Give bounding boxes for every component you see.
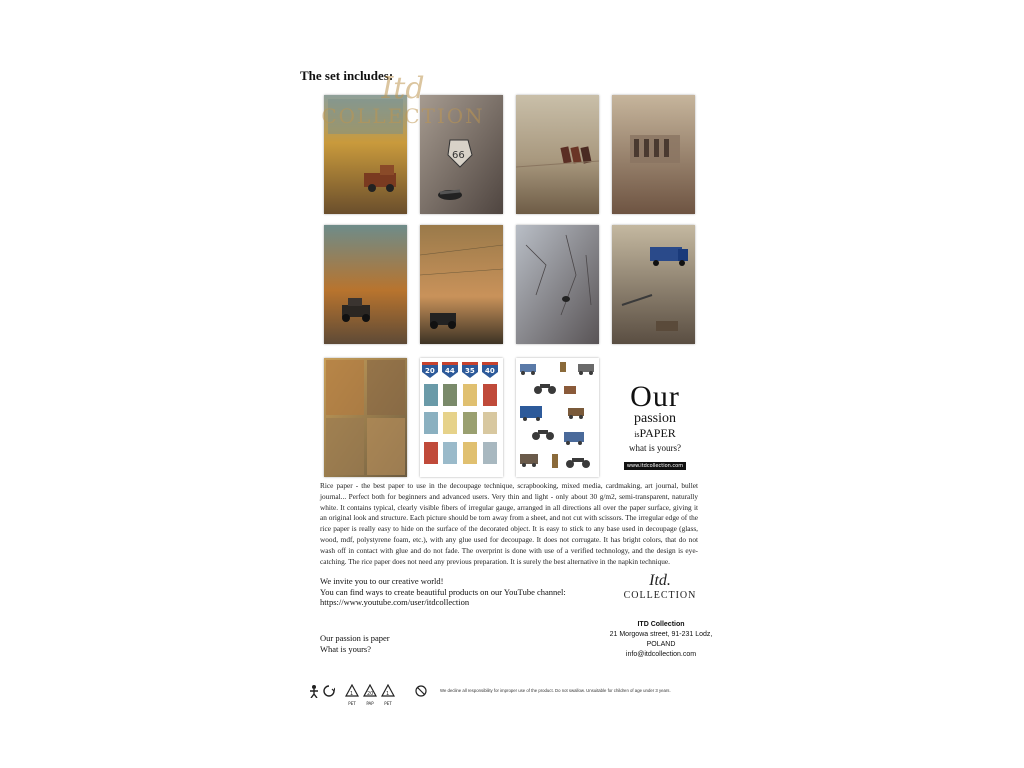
cadillac-ranch-image [516, 95, 599, 214]
sign-20: 20 [425, 367, 435, 375]
promo-what-is-yours: what is yours? [629, 443, 681, 453]
sign-35: 35 [465, 367, 475, 375]
design-tile-vehicle-cutouts [516, 358, 599, 477]
cracked-wall-image [516, 225, 599, 344]
design-tile-desert-car [324, 225, 407, 344]
recycle-label-2: PAP [366, 701, 374, 706]
company-name: ITD Collection [637, 621, 685, 628]
invite-line-2: You can find ways to create beautiful products on our YouTube channel: [320, 586, 566, 597]
promo-passion: passion [634, 411, 676, 426]
blue-truck-image [612, 225, 695, 344]
logo-collection: COLLECTION [623, 590, 697, 601]
desert-car-image [324, 225, 407, 344]
svg-text:66: 66 [452, 150, 465, 161]
no-swallow-icon [415, 685, 427, 697]
old-building-image [612, 95, 695, 214]
vehicle-cutouts-image [516, 358, 599, 477]
design-tile-cracked-wall [516, 225, 599, 344]
company-address: 21 Morgowa street, 91-231 Lodz, POLAND [609, 631, 713, 648]
watermark-itd-text: Itd [381, 71, 425, 106]
invite-line-1: We invite you to our creative world! [320, 576, 444, 586]
recycle-pet-icon [345, 684, 359, 698]
watermark-collection-text: COLLECTION [321, 104, 485, 128]
passion-line-1: Our passion is paper [320, 633, 390, 643]
promo-our: Our [630, 380, 680, 413]
sign-44: 44 [445, 367, 455, 375]
recycle-arrow-icon [323, 685, 335, 697]
passion-line-2: What is yours? [320, 644, 371, 654]
recycle-pap-icon [363, 684, 377, 698]
youtube-link[interactable]: https://www.youtube.com/user/itdcollection [320, 597, 470, 607]
safety-disclaimer: We decline all responsibility for improper use of the product. Do not swallow. Unsuitable for children of age under 3 years. [440, 688, 671, 693]
route-66-image [420, 95, 503, 214]
svg-text:20: 20 [367, 691, 374, 697]
design-tile-map-sunset [420, 225, 503, 344]
company-contact [596, 620, 726, 660]
map-sunset-image [420, 225, 503, 344]
road-signs-image [420, 358, 503, 477]
svg-text:1: 1 [386, 691, 390, 697]
company-email[interactable]: info@itdcollection.com [625, 651, 697, 658]
product-description: Rice paper - the best paper to use in the decoupage technique, scrapbooking, mixed media, cardmaking, art journal, bullet journal... Perfect both for beginners and advanced users. Very thin and light - only about 30 g/m2, semi-transparent, naturally white. It contains typical, clearly visible fibers of irregular gauge, arranged in all directions all over the paper surface, giving it an original look and structure. Each picture should be torn away from a sheet, and not cut with scissors. The irregular edge of the rice paper is really easy to hide on the surface of the decorated object. It is easy to stick to any base used in decoupage (glass, wood, mdf, polystyrene foam, etc.), with any glue used for decoupage. It does not corrugate. It has bright colors, that do not wash off in contact with glue and do not fade. The overprint is done with use of a verified technology, and the design is eye-catching. The rice paper does not need any previous preparation. It is surely the best alternative in the napkin technique. [320, 481, 698, 566]
recycle-pet2-icon [381, 684, 395, 698]
rusty-truck-image [324, 95, 407, 214]
set-includes-heading: The set includes: [300, 68, 394, 83]
recycle-label-3: PET [384, 701, 392, 706]
design-tile-collage [324, 358, 407, 477]
design-tile-old-building [612, 95, 695, 214]
promo-passion-block [612, 382, 698, 478]
person-bin-icon [307, 684, 321, 698]
svg-text:1: 1 [350, 691, 354, 697]
passion-footer [320, 633, 390, 655]
design-tile-rusty-truck [324, 95, 407, 214]
logo-itd: Itd. [649, 572, 671, 589]
recycle-label-1: PET [348, 701, 356, 706]
design-tile-route-66 [420, 95, 503, 214]
sign-40: 40 [485, 367, 495, 375]
collage-image [324, 358, 407, 477]
promo-url: www.itdcollection.com [624, 462, 686, 470]
promo-is-paper: isPAPER [634, 426, 676, 440]
design-tile-blue-truck [612, 225, 695, 344]
design-tile-road-signs [420, 358, 503, 477]
youtube-invite [320, 576, 590, 608]
itd-collection-logo [612, 572, 708, 602]
design-tile-cadillac-ranch [516, 95, 599, 214]
